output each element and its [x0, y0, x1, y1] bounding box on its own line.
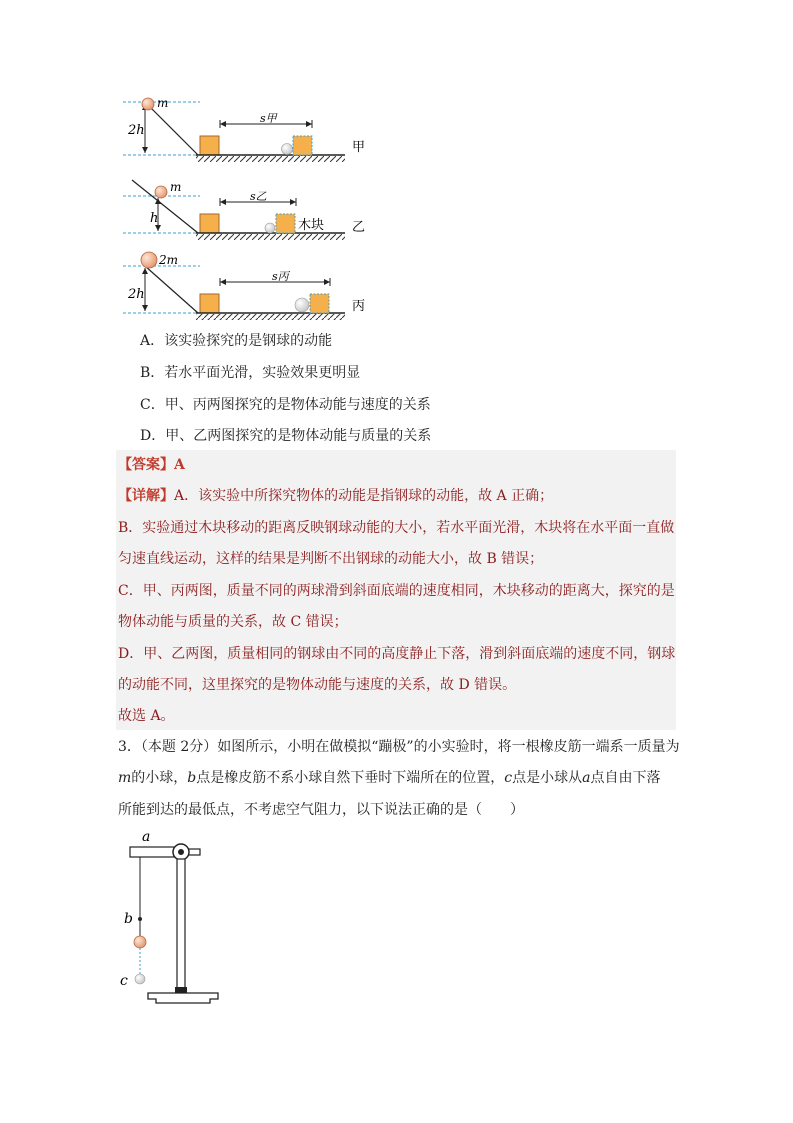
option-c: C．甲、丙两图探究的是物体动能与速度的关系 — [140, 397, 431, 413]
block-label: 木块 — [298, 218, 325, 233]
experiment-figure — [0, 0, 793, 330]
answer-line — [118, 455, 185, 475]
row-yi — [123, 180, 365, 240]
detail-line: 故选 A。 — [118, 708, 175, 724]
detail-line: 物体动能与质量的关系，故 C 错误； — [118, 614, 348, 630]
mass-label: m — [170, 180, 182, 194]
question3-line2: m的小球，b点是橡皮筋不系小球自然下垂时下端所在的位置，c点是小球从a点自由下落 — [118, 770, 661, 786]
height-label: 2h — [128, 287, 145, 302]
mass-label: m — [157, 96, 169, 110]
distance-label: s丙 — [272, 270, 289, 283]
label-b: b — [124, 911, 133, 927]
wooden-block — [200, 294, 219, 313]
steel-ball — [155, 186, 167, 198]
label-c: c — [120, 973, 128, 989]
option-b: B．若水平面光滑，实验效果更明显 — [140, 365, 361, 381]
detail-line — [118, 486, 553, 506]
answer-value: A — [174, 457, 185, 473]
row-bing — [123, 252, 365, 320]
row-label: 甲 — [352, 140, 366, 155]
wooden-block — [200, 214, 219, 233]
option-a: A．该实验探究的是钢球的动能 — [140, 333, 333, 349]
option-d: D．甲、乙两图探究的是物体动能与质量的关系 — [140, 428, 432, 444]
wooden-block — [200, 136, 219, 155]
detail-line: D．甲、乙两图，质量相同的钢球由不同的高度静止下落，滑到斜面底端的速度不同，钢球 — [118, 646, 676, 662]
detail-text: A．该实验中所探究物体的动能是指钢球的动能，故 A 正确； — [174, 488, 554, 504]
steel-ball — [141, 252, 157, 268]
ball-c — [135, 974, 145, 984]
answer-tag: 【答案】 — [118, 457, 174, 473]
bungee-figure — [110, 825, 230, 1010]
row-label: 乙 — [352, 220, 366, 235]
row-label: 丙 — [352, 299, 366, 314]
steel-ball — [142, 98, 154, 110]
detail-line: B．实验通过木块移动的距离反映钢球动能的大小，若水平面光滑，木块将在水平面一直做 — [118, 520, 675, 536]
detail-tag: 【详解】 — [118, 488, 174, 504]
row-jia — [123, 96, 365, 162]
detail-line: 匀速直线运动，这样的结果是判断不出钢球的动能大小，故 B 错误； — [118, 551, 544, 567]
detail-line: 的动能不同，这里探究的是物体动能与速度的关系，故 D 错误。 — [118, 677, 517, 693]
question3-line1: 3．（本题 2分）如图所示，小明在做模拟“蹦极”的小实验时，将一根橡皮筋一端系一质量为 — [118, 739, 680, 755]
height-label: 2h — [128, 123, 145, 138]
distance-label: s甲 — [260, 112, 277, 125]
distance-label: s乙 — [250, 190, 267, 203]
question3-line3: 所能到达的最低点，不考虑空气阻力，以下说法正确的是（ ） — [118, 802, 524, 818]
label-a: a — [142, 829, 151, 845]
detail-line: C．甲、丙两图，质量不同的两球滑到斜面底端的速度相同，木块移动的距离大，探究的是 — [118, 583, 675, 599]
ball-b — [134, 936, 146, 948]
mass-label: 2m — [159, 253, 179, 267]
height-label: h — [150, 211, 159, 226]
